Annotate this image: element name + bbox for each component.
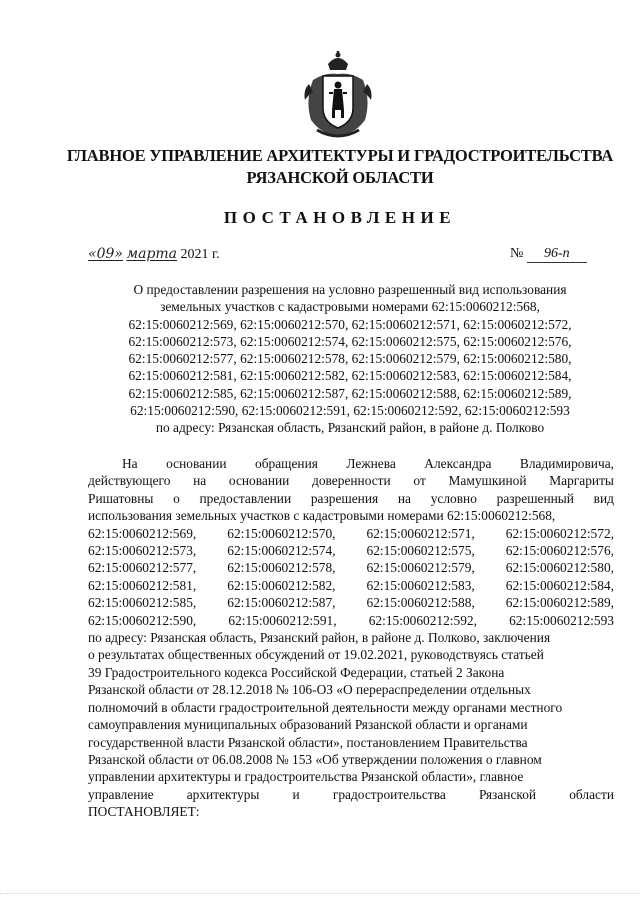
body-word: основании <box>166 456 227 471</box>
cadastral-number: 62:15:0060212:577, <box>88 560 197 576</box>
subject-line: 62:15:0060212:581, 62:15:0060212:582, 62:15:0060212:583, 62:15:0060212:584, <box>128 368 572 384</box>
cadastral-number: 62:15:0060212:569, <box>88 525 197 541</box>
body-line <box>88 472 614 489</box>
date-day: 09 <box>96 246 115 262</box>
body-word: области <box>569 786 614 802</box>
cadastral-number: 62:15:0060212:581, <box>88 577 197 593</box>
document-type: ПОСТАНОВЛЕНИЕ <box>223 208 457 227</box>
body-word: Александра <box>424 456 492 471</box>
body-word: о <box>173 490 180 506</box>
body-word: разрешения <box>310 490 379 506</box>
document-date <box>88 246 220 263</box>
body-line: полномочий в области градостроительной деятельности между органами местного <box>88 699 563 715</box>
subject-line: земельных участков с кадастровыми номерами 62:15:0060212:568, <box>160 299 540 315</box>
body-word: действующего <box>88 473 171 489</box>
cadastral-row <box>88 612 614 629</box>
cadastral-number: 62:15:0060212:570, <box>227 525 336 541</box>
subject-line: по адресу: Рязанская область, Рязанский район, в районе д. Полково <box>155 420 545 436</box>
cadastral-number: 62:15:0060212:588, <box>366 595 475 611</box>
cadastral-number: 62:15:0060212:592, <box>368 612 477 628</box>
organization-title-line2: РЯЗАНСКОЙ ОБЛАСТИ <box>246 168 434 187</box>
cadastral-number: 62:15:0060212:583, <box>366 577 475 593</box>
cadastral-row <box>88 525 614 542</box>
cadastral-number: 62:15:0060212:582, <box>227 577 336 593</box>
cadastral-row <box>88 594 614 611</box>
cadastral-number: 62:15:0060212:572, <box>505 525 614 541</box>
subject-line: 62:15:0060212:573, 62:15:0060212:574, 62:15:0060212:575, 62:15:0060212:576, <box>128 333 572 349</box>
subject-line: 62:15:0060212:569, 62:15:0060212:570, 62:15:0060212:571, 62:15:0060212:572, <box>128 316 572 332</box>
body-word: условно <box>430 490 477 506</box>
cadastral-number: 62:15:0060212:576, <box>505 543 614 559</box>
body-line <box>88 490 614 507</box>
body-word: доверенности <box>312 473 391 489</box>
cadastral-row <box>88 577 614 594</box>
body-word: Ришатовны <box>88 490 154 506</box>
cadastral-number: 62:15:0060212:580, <box>505 560 614 576</box>
cadastral-number: 62:15:0060212:571, <box>366 525 475 541</box>
cadastral-number: 62:15:0060212:578, <box>227 560 336 576</box>
body-word: градостроительства <box>332 786 446 802</box>
body-word: разрешенный <box>496 490 574 506</box>
body-word: Маргариты <box>549 473 614 489</box>
cadastral-number: 62:15:0060212:585, <box>88 595 197 611</box>
cadastral-number: 62:15:0060212:591, <box>228 612 337 628</box>
body-word: от <box>413 473 426 489</box>
subject-line: 62:15:0060212:585, 62:15:0060212:587, 62:15:0060212:588, 62:15:0060212:589, <box>128 385 572 401</box>
subject-line: 62:15:0060212:590, 62:15:0060212:591, 62:15:0060212:592, 62:15:0060212:593 <box>130 403 570 419</box>
cadastral-row <box>88 559 614 576</box>
body-word: на <box>193 473 207 489</box>
body-word: и <box>292 786 300 802</box>
body-line: самоуправления муниципальных образований Рязанской области и органами <box>88 717 528 733</box>
organization-title-line1: ГЛАВНОЕ УПРАВЛЕНИЕ АРХИТЕКТУРЫ И ГРАДОСТРОИТЕЛЬСТВА <box>66 146 614 165</box>
date-close-quote: » <box>114 246 123 262</box>
body-word: Владимировича, <box>519 456 614 471</box>
body-line: 39 Градостроительного кодекса Российской Федерации, статьей 2 Закона <box>88 664 505 680</box>
body-line: использования земельных участков с кадастровыми номерами 62:15:0060212:568, <box>88 508 556 524</box>
resolution-keyword: ПОСТАНОВЛЯЕТ: <box>88 804 200 820</box>
body-line <box>88 455 614 472</box>
ryazan-coat-of-arms-icon <box>301 50 375 142</box>
body-word: основании <box>228 473 290 489</box>
body-word: архитектуры <box>186 786 260 802</box>
date-month: марта <box>126 246 178 262</box>
body-line <box>88 786 614 803</box>
body-line: государственной власти Рязанской области», постановлением Правительства <box>88 734 528 750</box>
body-line: управлении архитектуры и градостроительства Рязанской области», главное <box>88 769 524 785</box>
date-open-quote: « <box>88 246 97 262</box>
date-year: 2021 г. <box>180 247 220 262</box>
cadastral-number: 62:15:0060212:579, <box>366 560 475 576</box>
body-word: обращения <box>255 456 318 471</box>
cadastral-row <box>88 542 614 559</box>
document-subject <box>90 281 610 437</box>
body-line: о результатах общественных обсуждений от 19.02.2021, руководствуясь статьей <box>88 647 544 663</box>
cadastral-number: 62:15:0060212:574, <box>227 543 336 559</box>
document-number <box>510 246 587 263</box>
number-value: 96-п <box>527 246 587 263</box>
body-line: по адресу: Рязанская область, Рязанский район, в районе д. Полково, заключения <box>88 630 551 646</box>
body-word: вид <box>593 490 614 506</box>
body-word: управление <box>88 786 154 802</box>
cadastral-number: 62:15:0060212:589, <box>505 595 614 611</box>
body-line: Рязанской области от 28.12.2018 № 106-ОЗ «О перераспределении отдельных <box>88 682 531 698</box>
number-prefix: № <box>510 246 524 261</box>
cadastral-number: 62:15:0060212:593 <box>509 612 614 628</box>
document-body <box>88 455 614 821</box>
cadastral-number: 62:15:0060212:584, <box>505 577 614 593</box>
page-bottom-divider <box>0 893 640 896</box>
body-word: на <box>397 490 412 506</box>
body-word: Рязанской <box>478 786 537 802</box>
cadastral-number: 62:15:0060212:587, <box>227 595 336 611</box>
cadastral-number: 62:15:0060212:573, <box>88 543 197 559</box>
cadastral-number: 62:15:0060212:575, <box>366 543 475 559</box>
body-word: На <box>122 456 138 471</box>
body-word: Мамушкиной <box>448 473 527 489</box>
subject-line: О предоставлении разрешения на условно разрешенный вид использования <box>133 282 567 297</box>
body-word: Лежнева <box>346 456 396 471</box>
organization-title <box>60 145 620 189</box>
body-line: Рязанской области от 06.08.2008 № 153 «Об утверждении положения о главном <box>88 751 542 767</box>
subject-line: 62:15:0060212:577, 62:15:0060212:578, 62:15:0060212:579, 62:15:0060212:580, <box>128 351 572 367</box>
cadastral-number: 62:15:0060212:590, <box>88 612 197 628</box>
body-word: предоставлении <box>199 490 292 506</box>
